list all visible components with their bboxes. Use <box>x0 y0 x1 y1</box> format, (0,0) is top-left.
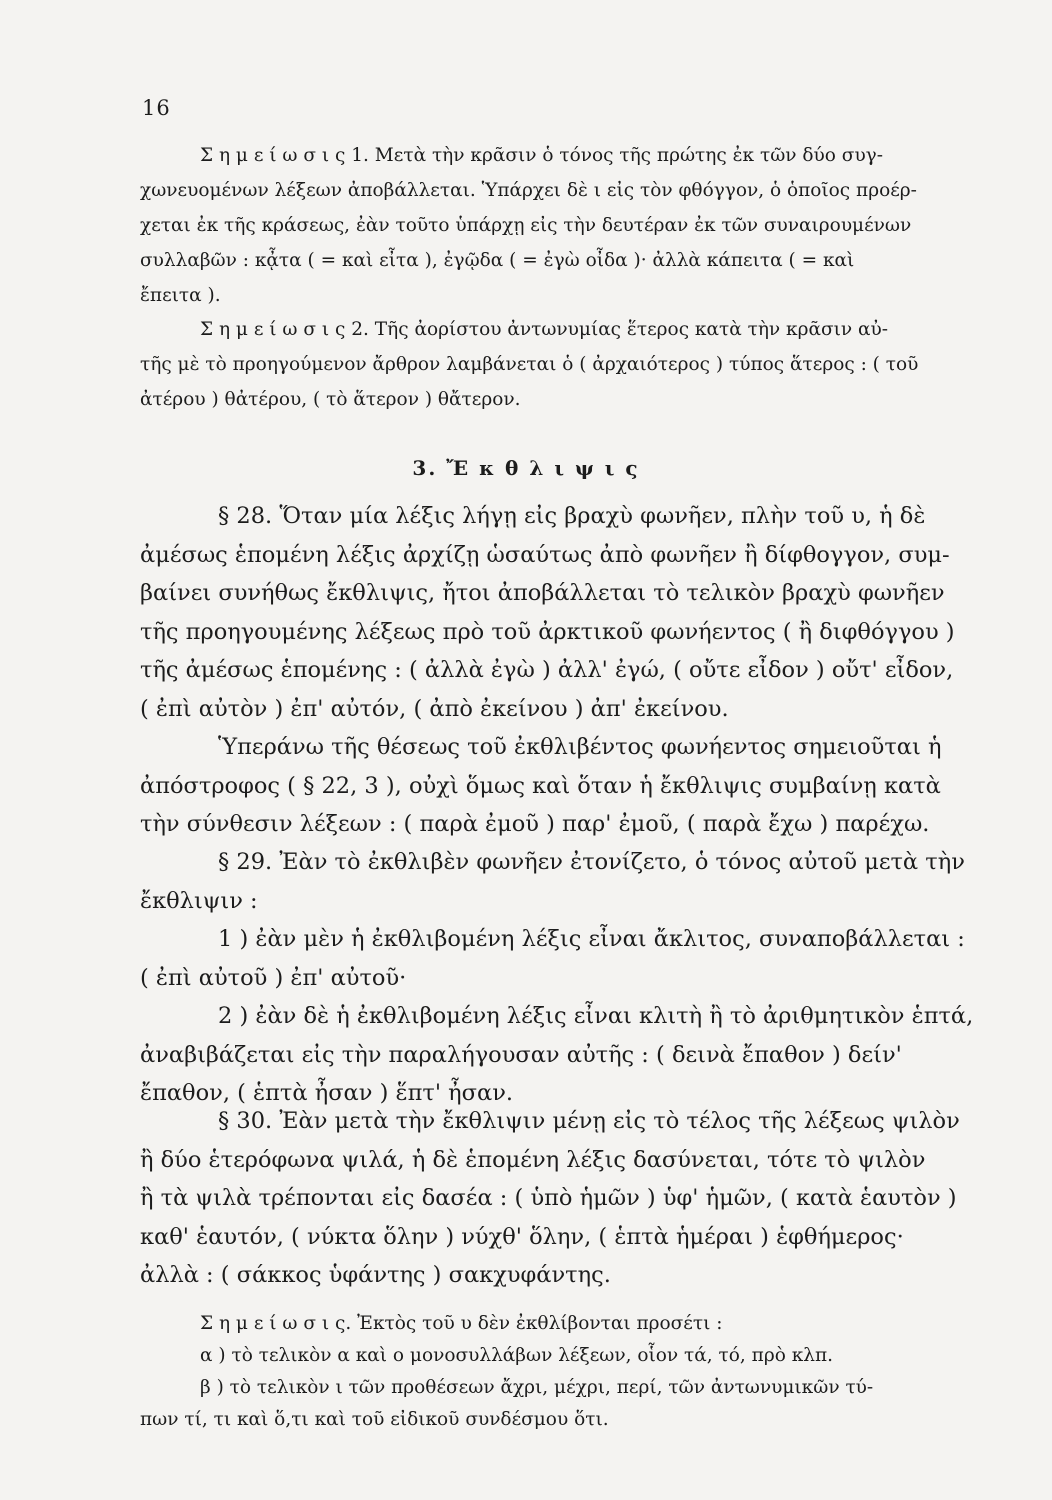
paragraph-28-line: βαίνει συνήθως ἔκθλιψις, ἤτοι ἀποβάλλεται τὸ τελικὸν βραχὺ φωνῆεν <box>140 580 945 606</box>
paragraph-28-line: § 28. Ὅταν μία λέξις λήγῃ εἰς βραχὺ φωνῆεν, πλὴν τοῦ υ, ἡ δὲ <box>218 503 926 529</box>
note-1 <box>140 138 1020 313</box>
paragraph-28-line: Ὑπεράνω τῆς θέσεως τοῦ ἐκθλιβέντος φωνήεντος σημειοῦται ἡ <box>218 734 942 760</box>
paragraph-28 <box>140 497 1020 844</box>
paragraph-28-line: τὴν σύνθεσιν λέξεων : ( παρὰ ἐμοῦ ) παρ' ἐμοῦ, ( παρὰ ἔχω ) παρέχω. <box>140 811 930 837</box>
paragraph-28-line: τῆς ἀμέσως ἑπομένης : ( ἀλλὰ ἐγὼ ) ἀλλ' ἐγώ, ( οὔτε εἶδον ) οὔτ' εἶδον, <box>140 657 954 683</box>
paragraph-28-line: τῆς προηγουμένης λέξεως πρὸ τοῦ ἀρκτικοῦ φωνήεντος ( ἢ διφθόγγου ) <box>140 618 955 645</box>
paragraph-29-line: ἔκθλιψιν : <box>140 887 258 914</box>
paragraph-29-line: ἀναβιβάζεται εἰς τὴν παραλήγουσαν αὐτῆς : ( δεινὰ ἔπαθον ) δείν' <box>140 1041 902 1068</box>
paragraph-30 <box>140 1102 1020 1295</box>
paragraph-30-line: καθ' ἑαυτόν, ( νύκτα ὅλην ) νύχθ' ὅλην, ( ἑπτὰ ἡμέραι ) ἑφθήμερος· <box>140 1223 904 1250</box>
paragraph-30-line: ἀλλὰ : ( σάκκος ὑφάντης ) σακχυφάντης. <box>140 1262 611 1288</box>
paragraph-29-line: § 29. Ἐὰν τὸ ἐκθλιβὲν φωνῆεν ἐτονίζετο, ὁ τόνος αὐτοῦ μετὰ τὴν <box>218 849 965 875</box>
note-2-line: Σ η μ ε ί ω σ ι ς 2. Τῆς ἀορίστου ἀντωνυμίας ἕτερος κατὰ τὴν κρᾶσιν αὐ- <box>200 319 888 340</box>
note-2 <box>140 312 1020 417</box>
paragraph-29-line: ( ἐπὶ αὐτοῦ ) ἐπ' αὐτοῦ· <box>140 964 407 991</box>
note-3 <box>140 1308 1020 1436</box>
note-2-line: τῆς μὲ τὸ προηγούμενον ἄρθρον λαμβάνεται ὁ ( ἀρχαιότερος ) τύπος ἅτερος : ( τοῦ <box>140 354 919 375</box>
paragraph-30-line: § 30. Ἐὰν μετὰ τὴν ἔκθλιψιν μένῃ εἰς τὸ τέλος τῆς λέξεως ψιλὸν <box>218 1108 960 1134</box>
note-3-line: πων τί, τι καὶ ὅ,τι καὶ τοῦ εἰδικοῦ συνδέσμου ὅτι. <box>140 1409 609 1430</box>
note-1-line: συλλαβῶν : κᾆτα ( = καὶ εἶτα ), ἐγῷδα ( = ἐγὼ οἶδα )· ἀλλὰ κάπειτα ( = καὶ <box>140 250 855 271</box>
paragraph-28-line: ( ἐπὶ αὐτὸν ) ἐπ' αὐτόν, ( ἀπὸ ἐκείνου ) ἀπ' ἐκείνου. <box>140 695 729 722</box>
paragraph-30-line: ἢ δύο ἑτερόφωνα ψιλά, ἡ δὲ ἑπομένη λέξις δασύνεται, τότε τὸ ψιλὸν <box>140 1146 926 1173</box>
note-1-line: Σ η μ ε ί ω σ ι ς 1. Μετὰ τὴν κρᾶσιν ὁ τόνος τῆς πρώτης ἐκ τῶν δύο συγ- <box>200 145 883 166</box>
paragraph-28-line: ἀμέσως ἑπομένη λέξις ἀρχίζῃ ὡσαύτως ἀπὸ φωνῆεν ἢ δίφθογγον, συμ- <box>140 541 950 568</box>
page-number: 16 <box>142 96 171 120</box>
note-3-line: β ) τὸ τελικὸν ι τῶν προθέσεων ἄχρι, μέχρι, περί, τῶν ἀντωνυμικῶν τύ- <box>200 1377 874 1398</box>
note-2-line: ἀτέρου ) θἀτέρου, ( τὸ ἅτερον ) θἄτερον. <box>140 389 521 410</box>
section-heading: 3. Ἔ κ θ λ ι ψ ι ς <box>412 456 640 480</box>
paragraph-29 <box>140 843 1020 1113</box>
paragraph-29-line: 1 ) ἐὰν μὲν ἡ ἐκθλιβομένη λέξις εἶναι ἄκλιτος, συναποβάλλεται : <box>218 926 965 952</box>
paragraph-28-line: ἀπόστροφος ( § 22, 3 ), οὐχὶ ὅμως καὶ ὅταν ἡ ἔκθλιψις συμβαίνῃ κατὰ <box>140 772 941 799</box>
note-1-line: χεται ἐκ τῆς κράσεως, ἐὰν τοῦτο ὑπάρχῃ εἰς τὴν δευτέραν ἐκ τῶν συναιρουμένων <box>140 215 912 236</box>
note-1-line: ἔπειτα ). <box>140 285 221 306</box>
paragraph-29-line: 2 ) ἐὰν δὲ ἡ ἐκθλιβομένη λέξις εἶναι κλιτὴ ἢ τὸ ἀριθμητικὸν ἑπτά, <box>218 1003 974 1029</box>
note-3-line: α ) τὸ τελικὸν α καὶ ο μονοσυλλάβων λέξεων, οἷον τά, τό, πρὸ κλπ. <box>200 1345 834 1366</box>
note-1-line: χωνευομένων λέξεων ἀποβάλλεται. Ὑπάρχει δὲ ι εἰς τὸν φθόγγον, ὁ ὁποῖος προέρ- <box>140 180 917 201</box>
paragraph-29-line: ἔπαθον, ( ἑπτὰ ἦσαν ) ἕπτ' ἦσαν. <box>140 1080 514 1106</box>
note-3-line: Σ η μ ε ί ω σ ι ς. Ἐκτὸς τοῦ υ δὲν ἐκθλίβονται προσέτι : <box>200 1313 723 1334</box>
paragraph-30-line: ἢ τὰ ψιλὰ τρέπονται εἰς δασέα : ( ὑπὸ ἡμῶν ) ὑφ' ἡμῶν, ( κατὰ ἑαυτὸν ) <box>140 1185 957 1211</box>
